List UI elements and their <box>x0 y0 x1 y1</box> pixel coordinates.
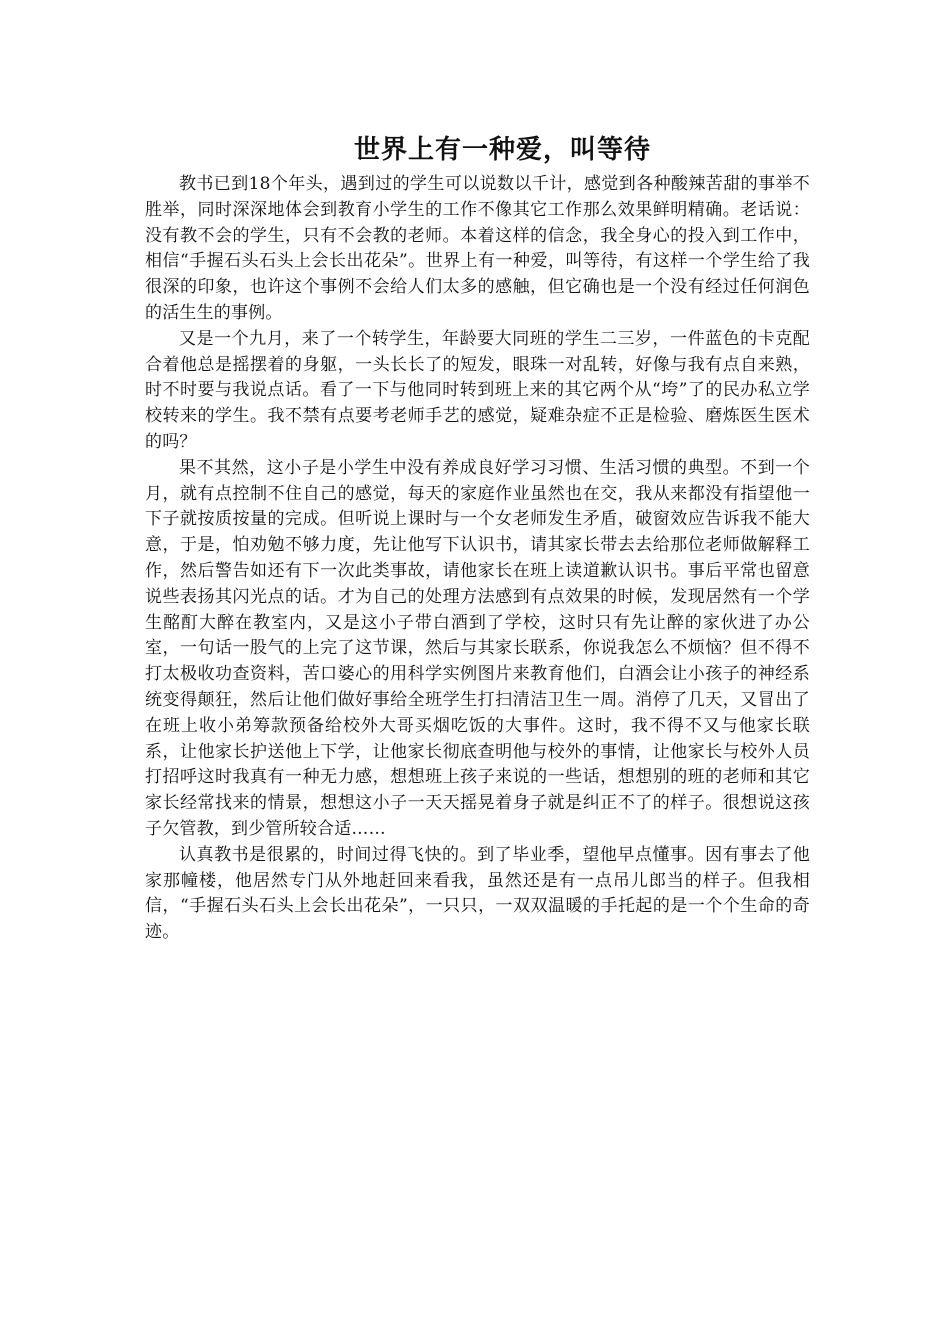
paragraph-4: 认真教书是很累的，时间过得飞快的。到了毕业季，望他早点懂事。因有事去了他家那幢楼，他居然专门从外地赶回来看我，虽然还是有一点吊儿郎当的样子。但我相信，“手握石头石头上会长出花朵”，一只只，一双双温暖的手托起的是一个个生命的奇迹。 <box>145 844 810 943</box>
document-body <box>145 172 810 946</box>
paragraph-2: 又是一个九月，来了一个转学生，年龄要大同班的学生二三岁，一件蓝色的卡克配合着他总是摇摆着的身躯，一头长长了的短发，眼珠一对乱转，好像与我有点自来熟，时不时要与我说点话。看了一下与他同时转到班上来的其它两个从“垮”了的民办私立学校转来的学生。我不禁有点要考老师手艺的感觉，疑难杂症不正是检验、磨炼医生医术的吗？ <box>145 328 810 452</box>
paragraph-1: 教书已到18个年头，遇到过的学生可以说数以千计，感觉到各种酸辣苦甜的事举不胜举，同时深深地体会到教育小学生的工作不像其它工作那么效果鲜明精确。老话说：没有教不会的学生，只有不会教的老师。本着这样的信念，我全身心的投入到工作中，相信“手握石头石头上会长出花朵”。世界上有一种爱，叫等待，有这样一个学生给了我很深的印象，也许这个事例不会给人们太多的感触，但它确也是一个没有经过任何润色的活生生的事例。 <box>145 174 810 323</box>
paragraph-3: 果不其然，这小子是小学生中没有养成良好学习习惯、生活习惯的典型。不到一个月，就有点控制不住自己的感觉，每天的家庭作业虽然也在交，我从来都没有指望他一下子就按质按量的完成。但听说上课时与一个女老师发生矛盾，破窗效应告诉我不能大意，于是，怕劝勉不够力度，先让他写下认识书，请其家长带去去给那位老师做解释工作，然后警告如还有下一次此类事故，请他家长在班上读道歉认识书。事后平常也留意说些表扬其闪光点的话。才为自己的处理方法感到有点效果的时候，发现居然有一个学生酩酊大醉在教室内，又是这小子带白酒到了学校，这时只有先让醉的家伙进了办公室，一句话一股气的上完了这节课，然后与其家长联系，你说我怎么不烦恼？但不得不打太极收功查资料，苦口婆心的用科学实例图片来教育他们，白酒会让小孩子的神经系统变得颠狂，然后让他们做好事给全班学生打扫清洁卫生一周。消停了几天，又冒出了在班上收小弟筹款预备给校外大哥买烟吃饭的大事件。这时，我不得不又与他家长联系，让他家长护送他上下学，让他家长彻底查明他与校外的事情，让他家长与校外人员打招呼这时我真有一种无力感，想想班上孩子来说的一些话，想想别的班的老师和其它家长经常找来的情景，想想这小子一天天摇晃着身子就是纠正不了的样子。很想说这孩子欠管教，到少管所较合适…… <box>145 457 810 839</box>
document-title: 世界上有一种爱，叫等待 <box>353 135 651 165</box>
